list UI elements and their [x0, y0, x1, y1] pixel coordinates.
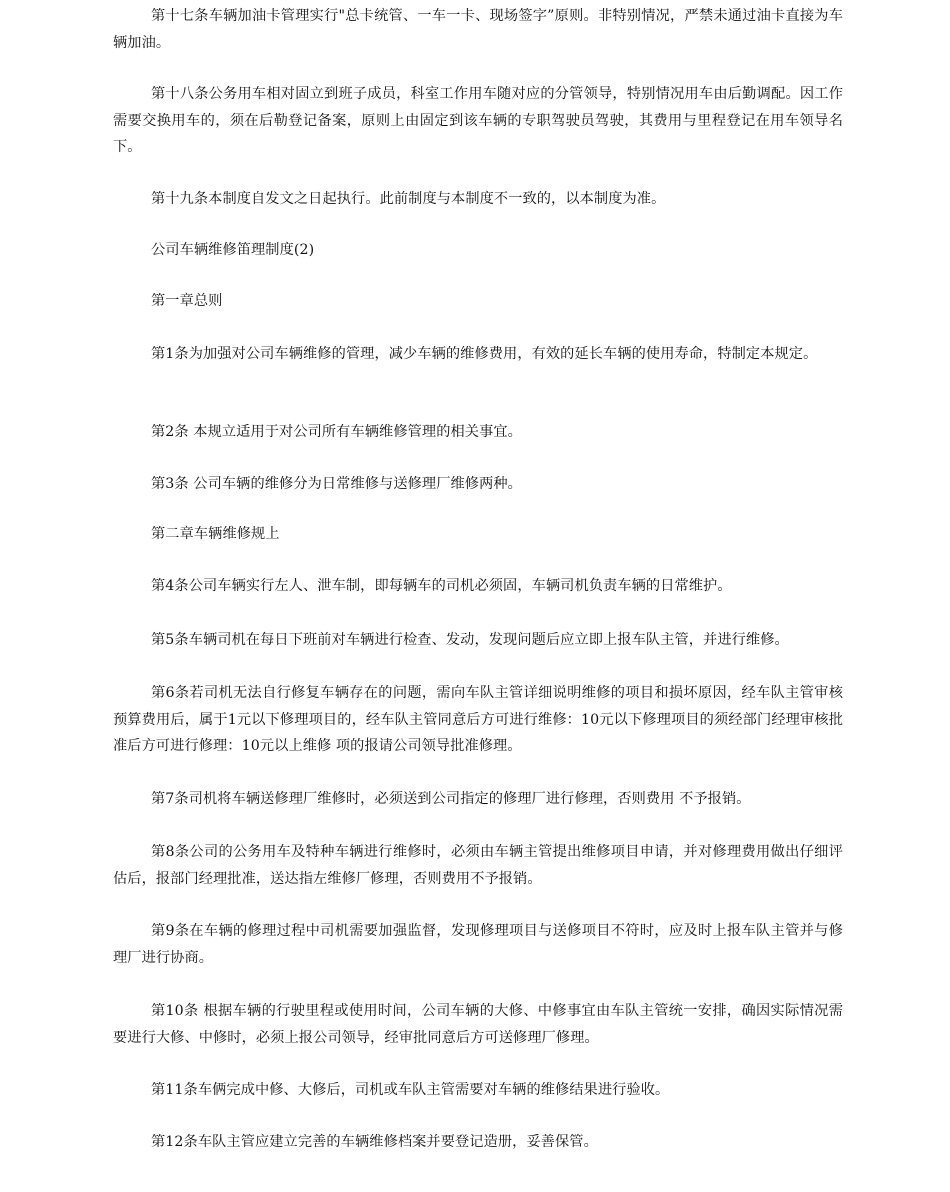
article-9-paragraph: 第9条在车辆的修理过程中司机需要加强监督，发现修理项目与送修项目不符时，应及时上报车队主管并与修理厂进行协商。 — [113, 923, 843, 966]
article-12-paragraph: 第12条车队主管应建立完善的车辆维修档案并要登记造册，妥善保管。 — [151, 1134, 598, 1150]
chapter-2-heading: 第二章车辆维修规上 — [151, 526, 280, 542]
article-2-paragraph: 第2条 本规立适用于对公司所有车辆维修管理的相关事宜。 — [151, 424, 522, 440]
article-3-paragraph: 第3条 公司车辆的维修分为日常维修与送修理厂维修两种。 — [151, 476, 522, 492]
section-title: 公司车辆维修笛理制度(2) — [151, 242, 315, 258]
article-4-paragraph: 第4条公司车辆实行左人、泄车制，即每辆车的司机必须固，车辆司机负责车辆的日常维护。 — [151, 578, 732, 594]
article-5-paragraph: 第5条车辆司机在每日下班前对车辆进行检查、发动，发现问题后应立即上报车队主管，并进行维修。 — [151, 632, 789, 648]
article-18-paragraph: 第十八条公务用车相对固立到班子成员，科室工作用车随对应的分管领导，特别情况用车由后勤调配。因工作需要交换用车的，须在后勒登记备案，原则上由固定到该车辆的专职驾驶员驾驶，其费用与里程登记在用车领导名下。 — [113, 86, 843, 155]
article-19-paragraph: 第十九条本制度自发文之日起执行。此前制度与本制度不一致的，以本制度为准。 — [151, 191, 666, 207]
article-8-paragraph: 第8条公司的公务用车及特种车辆进行维修时，必须由车辆主管提出维修项目申请，并对修理费用做出仔细评估后，报部门经理批准，送达指左维修厂修理，否则费用不予报销。 — [113, 844, 843, 887]
article-7-paragraph: 第7条司机将车辆送修理厂维修时，必须送到公司指定的修理厂进行修理，否则费用 不予报销。 — [151, 791, 751, 807]
article-17-paragraph: 第十七条车辆加油卡管理实行"总卡统管、一车一卡、现场签字”原则。非特别情况，严禁未通过油卡直接为车辆加油。 — [113, 8, 843, 51]
article-11-paragraph: 第11条车俩完成中修、大修后，司机或车队主管需要对车辆的维修结果进行验收。 — [151, 1082, 670, 1098]
article-10-paragraph: 第10条 根据车辆的行驶里程或使用时间，公司车辆的大修、中修事宜由车队主管统一安排，确因实际情况需要进行大修、中修时，必须上报公司领导，经审批同意后方可送修理厂修理。 — [113, 1003, 843, 1046]
article-6-paragraph: 第6条若司机无法自行修复车辆存在的问题，需向车队主管详细说明维修的项目和损坏原因，经车队主管审核预算费用后，属于1元以下修理项目的，经车队主管同意后方可进行维修：10元以下修理项目的须经部门经理审核批准后方可进行修理：10元以上维修 项的报请公司领导批准修理。 — [113, 685, 843, 754]
article-1-paragraph: 第1条为加强对公司车辆维修的管理，减少车辆的维修费用，有效的延长车辆的使用寿命，特制定本规定。 — [151, 346, 818, 362]
chapter-1-heading: 第一章总则 — [151, 293, 223, 309]
